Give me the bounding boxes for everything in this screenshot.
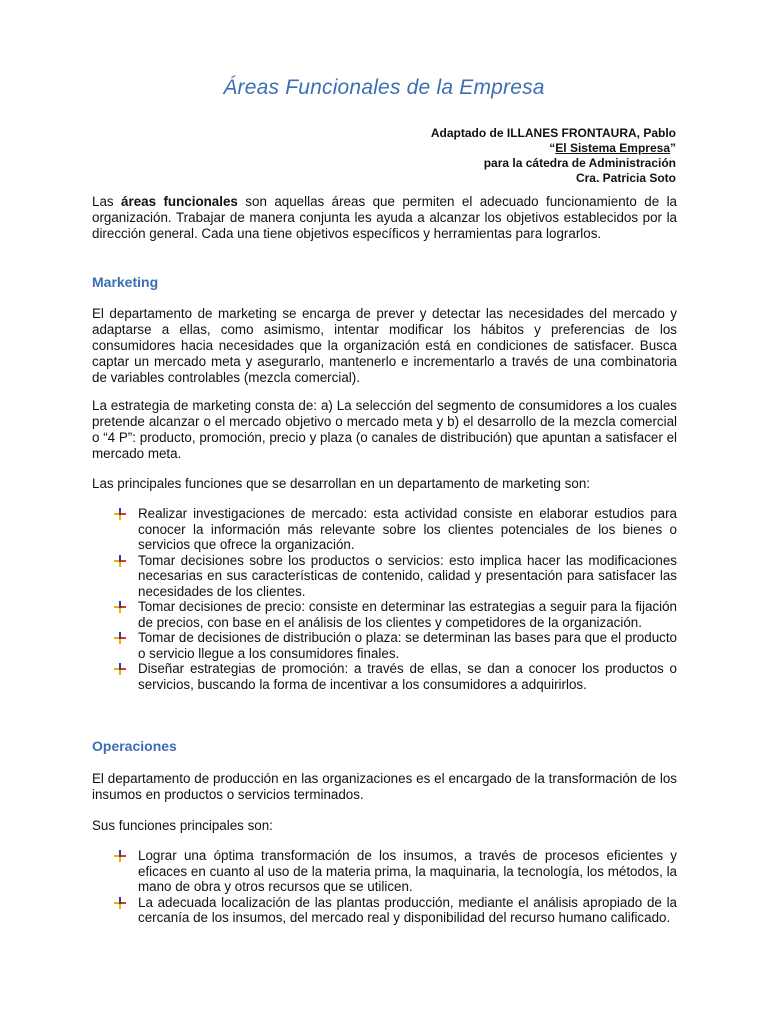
open-quote: “ <box>549 141 556 155</box>
list-item <box>92 895 677 926</box>
close-quote: ” <box>670 141 676 155</box>
list-item <box>92 630 677 661</box>
marketing-paragraph-2: La estrategia de marketing consta de: a) La selección del segmento de consumidores a los cuales pretende alcanzar o el mercado objetivo o mercado meta y b) el desarrollo de la mezcla comercial o “4 P”: producto, promoción, precio y plaza (o canales de distribución) que apuntan a satisfacer el mercado meta. <box>92 398 677 461</box>
four-color-plus-bullet-icon <box>114 663 126 675</box>
marketing-paragraph-1: El departamento de marketing se encarga de prever y detectar las necesidades del mercado y adaptarse a ellas, como asimismo, intentar modificar los hábitos y preferencias de los consumidores hacia necesidades que la organización está en condiciones de satisfacer. Busca captar un mercado meta y asegurarlo, mantenerlo e incrementarlo a través de una combinatoria de variables controlables (mezcla comercial). <box>92 306 677 385</box>
intro-rest: son aquellas áreas que permiten el adecuado funcionamiento de la organización. Trabajar de manera conjunta les ayuda a alcanzar los objetivos establecidos por la dirección general. Cada una tiene objetivos específicos y herramientas para lograrlos. <box>92 194 677 241</box>
list-item-text: Lograr una óptima transformación de los insumos, a través de procesos eficientes y eficaces en cuanto al uso de la materia prima, la maquinaria, la tecnología, los métodos, la mano de obra y otros recursos que se utilicen. <box>138 848 677 894</box>
four-color-plus-bullet-icon <box>114 897 126 909</box>
intro-bold-term: áreas funcionales <box>121 194 238 209</box>
byline-source <box>431 141 676 156</box>
four-color-plus-bullet-icon <box>114 555 126 567</box>
operaciones-functions-list <box>92 848 677 926</box>
four-color-plus-bullet-icon <box>114 632 126 644</box>
list-item <box>92 599 677 630</box>
four-color-plus-bullet-icon <box>114 850 126 862</box>
operaciones-paragraph-2: Sus funciones principales son: <box>92 818 273 833</box>
intro-prefix: Las <box>92 194 122 209</box>
intro-paragraph <box>92 194 677 242</box>
document-title: Áreas Funcionales de la Empresa <box>223 76 545 99</box>
byline <box>431 126 676 186</box>
list-item-text: Diseñar estrategias de promoción: a través de ellas, se dan a conocer los productos o servicios, buscando la forma de incentivar a los consumidores a adquirirlos. <box>138 661 677 692</box>
list-item-text: Tomar decisiones sobre los productos o servicios: esto implica hacer las modificaciones necesarias en sus características de contenido, calidad y presentación para satisfacer las necesidades de los clientes. <box>138 552 677 599</box>
four-color-plus-bullet-icon <box>114 508 126 520</box>
four-color-plus-bullet-icon <box>114 601 126 613</box>
marketing-heading: Marketing <box>92 274 159 290</box>
byline-teacher: Cra. Patricia Soto <box>575 171 676 185</box>
list-item <box>92 506 677 553</box>
byline-course: para la cátedra de Administración <box>483 156 676 170</box>
operaciones-paragraph-1: El departamento de producción en las organizaciones es el encargado de la transformación de los insumos en productos o servicios terminados. <box>92 771 677 802</box>
operaciones-heading: Operaciones <box>92 738 177 754</box>
list-item <box>92 848 677 895</box>
marketing-functions-list <box>92 506 677 692</box>
list-item-text: Tomar decisiones de precio: consiste en determinar las estrategias a seguir para la fijación de precios, con base en el análisis de los clientes y competidores de la organización. <box>138 599 677 630</box>
list-item-text: Realizar investigaciones de mercado: esta actividad consiste en elaborar estudios para conocer la información más relevante sobre los clientes potenciales de los bienes o servicios que ofrece la organización. <box>138 506 677 552</box>
list-item-text: La adecuada localización de las plantas producción, mediante el análisis apropiado de la cercanía de los insumos, del mercado real y disponibilidad del recurso humano calificado. <box>138 894 677 925</box>
list-item <box>92 661 677 692</box>
marketing-paragraph-3: Las principales funciones que se desarrollan en un departamento de marketing son: <box>92 476 590 491</box>
list-item-text: Tomar de decisiones de distribución o plaza: se determinan las bases para que el producto o servicio llegue a los consumidores finales. <box>138 630 677 661</box>
byline-author: Adaptado de ILLANES FRONTAURA, Pablo <box>430 126 676 140</box>
source-title: El Sistema Empresa <box>555 141 670 155</box>
list-item <box>92 553 677 600</box>
